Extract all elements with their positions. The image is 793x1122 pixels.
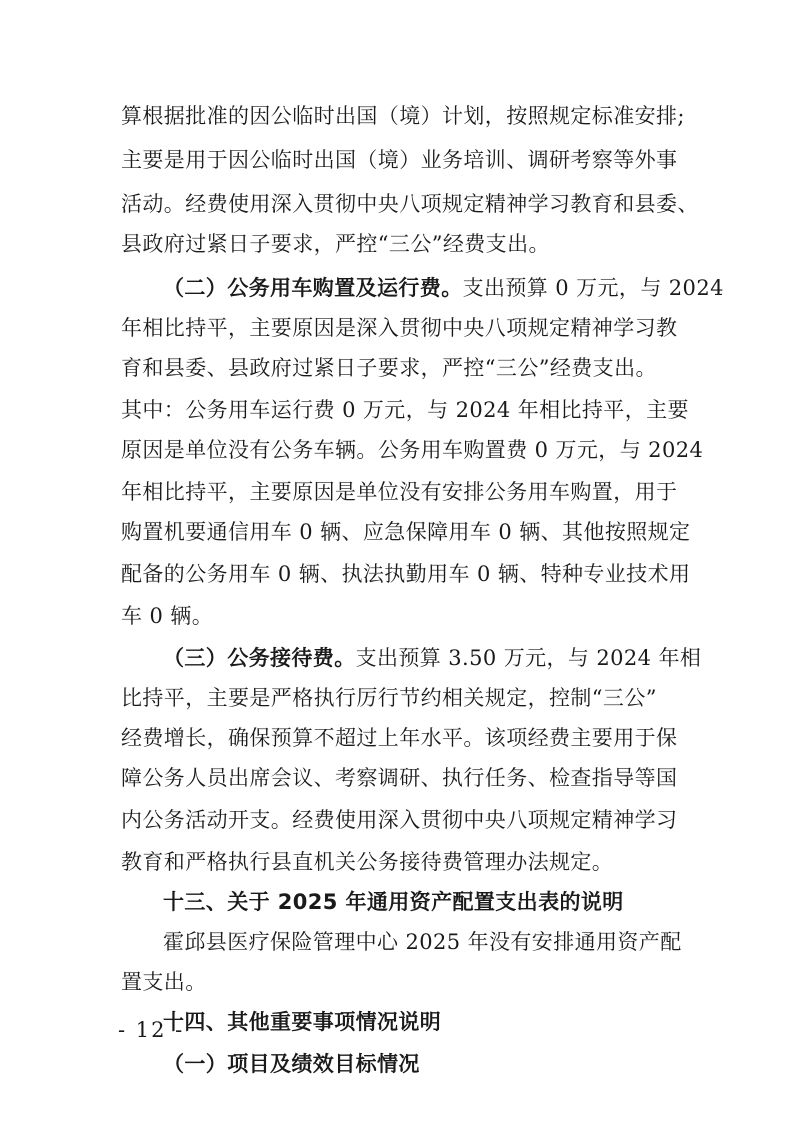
section-3-first-text: 支出预算 3.50 万元，与 2024 年相 bbox=[355, 646, 702, 670]
section-2-first-text: 支出预算 0 万元，与 2024 bbox=[462, 276, 724, 300]
paragraph-line: 障公务人员出席会议、考察调研、执行任务、检查指导等国 bbox=[121, 766, 678, 790]
paragraph-line: 比持平，主要是严格执行厉行节约相关规定，控制“三公” bbox=[121, 686, 657, 710]
paragraph-line: 算根据批准的因公临时出国（境）计划，按照规定标准安排; bbox=[121, 104, 685, 128]
paragraph-line: 年相比持平，主要原因是单位没有安排公务用车购置，用于 bbox=[121, 480, 678, 504]
paragraph-line: 县政府过紧日子要求，严控“三公”经费支出。 bbox=[121, 232, 550, 256]
page-number: - 12 - bbox=[118, 1018, 185, 1042]
paragraph-line: 内公务活动开支。经费使用深入贯彻中央八项规定精神学习 bbox=[121, 808, 678, 832]
paragraph-line: 霍邱县医疗保险管理中心 2025 年没有安排通用资产配 bbox=[163, 930, 682, 954]
paragraph-line: 主要是用于因公临时出国（境）业务培训、调研考察等外事 bbox=[121, 148, 678, 172]
paragraph-line: 原因是单位没有公务车辆。公务用车购置费 0 万元，与 2024 bbox=[121, 438, 704, 462]
paragraph-line: 配备的公务用车 0 辆、执法执勤用车 0 辆、特种专业技术用 bbox=[121, 562, 691, 586]
paragraph-line: 其中：公务用车运行费 0 万元，与 2024 年相比持平，主要 bbox=[121, 398, 689, 422]
section-14-sub-heading: （一）项目及绩效目标情况 bbox=[163, 1052, 420, 1076]
paragraph-line: 教育和严格执行县直机关公务接待费管理办法规定。 bbox=[121, 850, 614, 874]
paragraph-line: 经费增长，确保预算不超过上年水平。该项经费主要用于保 bbox=[121, 726, 678, 750]
paragraph-line: 年相比持平，主要原因是深入贯彻中央八项规定精神学习教 bbox=[121, 316, 678, 340]
section-13-heading: 十三、关于 2025 年通用资产配置支出表的说明 bbox=[163, 890, 624, 914]
section-2-first-line bbox=[163, 273, 724, 303]
section-2-heading: （二）公务用车购置及运行费。 bbox=[163, 275, 463, 300]
section-3-first-line bbox=[163, 643, 701, 673]
paragraph-line: 活动。经费使用深入贯彻中央八项规定精神学习教育和县委、 bbox=[121, 192, 699, 216]
paragraph-line: 车 0 辆。 bbox=[121, 604, 214, 628]
section-3-heading: （三）公务接待费。 bbox=[163, 645, 356, 670]
paragraph-line: 育和县委、县政府过紧日子要求，严控“三公”经费支出。 bbox=[121, 356, 657, 380]
section-14-heading: 十四、其他重要事项情况说明 bbox=[163, 1010, 442, 1034]
paragraph-line: 置支出。 bbox=[121, 970, 207, 994]
paragraph-line: 购置机要通信用车 0 辆、应急保障用车 0 辆、其他按照规定 bbox=[121, 520, 691, 544]
